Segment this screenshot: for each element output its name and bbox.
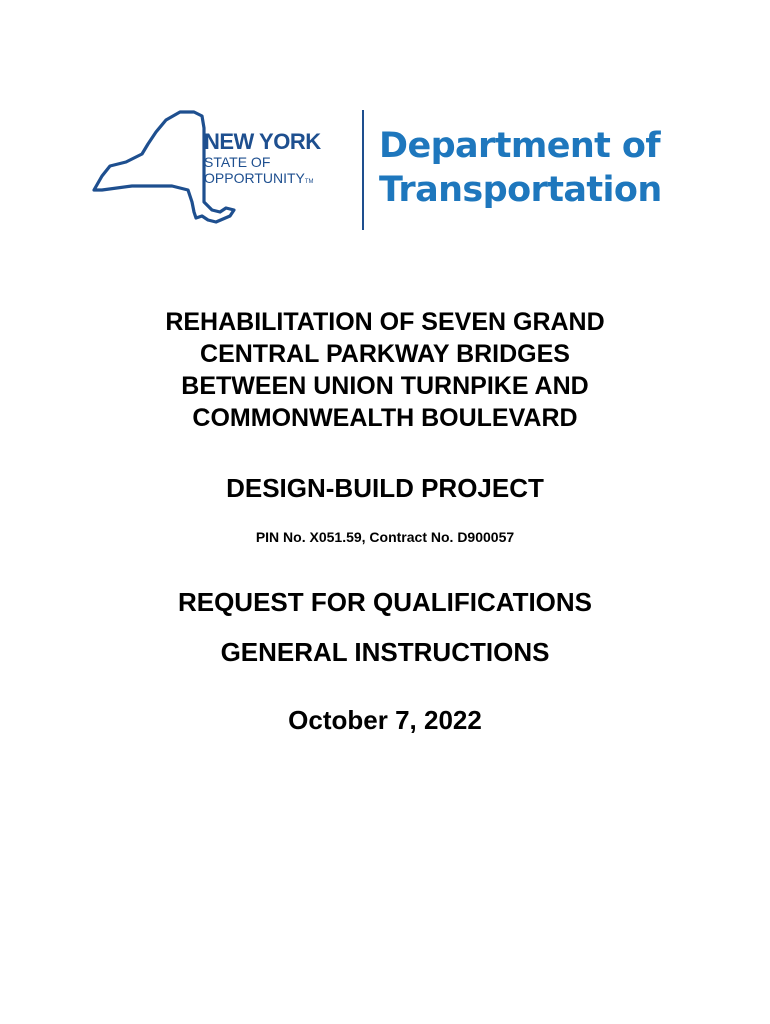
new-york-wordmark — [204, 130, 354, 190]
pin-contract-number: PIN No. X051.59, Contract No. D900057 — [255, 529, 515, 545]
project-title-line: COMMONWEALTH BOULEVARD — [192, 404, 578, 432]
project-title-line: BETWEEN UNION TURNPIKE AND — [181, 372, 589, 400]
department-wordmark — [379, 124, 699, 212]
nysdot-logo — [92, 106, 692, 234]
logo-opportunity — [204, 170, 354, 190]
document-title: REQUEST FOR QUALIFICATIONS — [177, 587, 593, 617]
project-title-line: REHABILITATION OF SEVEN GRAND — [165, 308, 605, 336]
logo-department-of: Department of — [379, 126, 660, 166]
document-subtitle: GENERAL INSTRUCTIONS — [220, 637, 550, 667]
project-title — [0, 306, 770, 434]
logo-divider — [362, 110, 364, 230]
project-title-line: CENTRAL PARKWAY BRIDGES — [200, 340, 570, 368]
logo-transportation: Transportation — [379, 170, 662, 210]
logo-opportunity-text: OPPORTUNITY — [204, 170, 305, 186]
document-date: October 7, 2022 — [288, 705, 482, 735]
logo-state-of: STATE OF — [204, 154, 271, 170]
project-type-heading: DESIGN-BUILD PROJECT — [226, 473, 544, 503]
logo-trademark: TM — [304, 179, 314, 185]
logo-new-york: NEW YORK — [204, 129, 321, 154]
